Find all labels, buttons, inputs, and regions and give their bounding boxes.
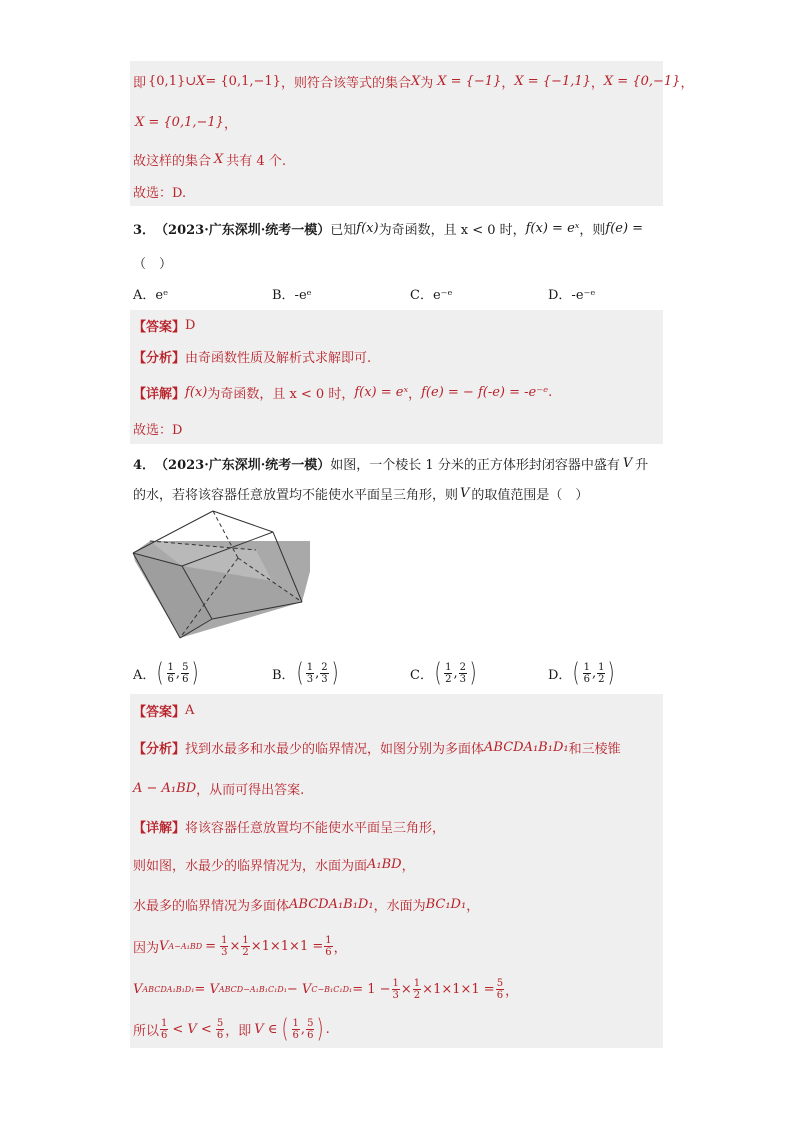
q4-answer [130,694,663,726]
fraction: $\frac{5}{6}$ [307,1017,314,1041]
option-b: B． ( $\frac{1}{3}$ , $\frac{2}{3}$ ) [272,658,339,688]
math: X [410,73,421,89]
option-label: B． [272,667,295,683]
text: ，则符合该等式的集合 [280,75,411,91]
option-c: C． ( $\frac{1}{2}$ , $\frac{2}{3}$ ) [410,658,477,688]
text: 因为 [133,940,160,956]
fraction: $\frac{5}{6}$ [182,661,189,685]
q4-analysis-line2 [130,768,663,808]
fraction: $\frac{1}{3}$ [392,977,399,1001]
q4-detail-line5: V ABCDA₁B₁D₁ = V ABCD−A₁B₁C₁D₁ − V C−B₁C₁D₁ = 1 − $\frac{1}{3}$ × $\frac{1}{2}$ ×1×1×1 = $\frac{5}{6}$ ， [130,968,663,1010]
answer-tag: 【答案】 [133,704,186,720]
cube-edge [213,511,273,532]
text: ，水面为 [373,898,426,914]
text: 所以 [133,1023,160,1039]
math: = V [194,981,219,997]
math: V [460,485,470,501]
fraction: $\frac{1}{2}$ [413,977,421,1001]
text: 找到水最多和水最少的临界情况，如图分别为多面体 [185,741,485,757]
fraction: $\frac{1}{6}$ [161,1017,168,1041]
math: < V < [172,1021,212,1037]
math: f(x) [356,220,379,236]
text: ，则 [579,222,606,238]
text: . [325,1021,330,1037]
math: V [159,938,169,954]
option-d: D．-e⁻ᵉ [548,288,596,303]
question-source: （2023·广东深圳·统考一模） [155,222,331,238]
fraction: $\frac{1}{2}$ [445,661,452,685]
fraction: $\frac{1}{2}$ [598,661,605,685]
q4-detail-line6: 所以 $\frac{1}{6}$ < V < $\frac{5}{6}$ ，即 V ∈ ( $\frac{1}{6}$ , $\frac{5}{6}$ ) . [130,1010,663,1048]
fraction: $\frac{1}{3}$ [306,661,314,685]
text: ， [401,858,415,874]
text: ， [466,898,480,914]
q3-stem [130,212,663,244]
q4-detail-line1 [130,808,663,844]
q2-line2: X = {0,1,−1} ， [130,101,663,143]
q3-choose [130,412,663,444]
option-label: A． [133,667,156,683]
option-a: A．eᵉ [133,288,169,303]
q4-detail-line2 [130,844,663,884]
math: V [133,981,143,997]
math: f(x) [185,384,208,400]
text: 为奇函数，且 x < 0 时， [378,222,526,238]
text: 升 [635,457,649,473]
text: 和三棱锥 [568,741,621,757]
math: X = {0,−1} [603,73,681,89]
text: 故选：D [133,422,183,438]
math-subscript: ABCD−A₁B₁C₁D₁ [218,984,287,994]
analysis-tag: 【分析】 [133,741,186,757]
math: = {0,1,−1} [205,73,281,89]
text: 的取值范围是（ ） [471,487,589,503]
q4-stem-line2 [130,478,663,508]
math: f(x) = eˣ [525,220,580,236]
text: 即 [133,75,147,91]
fraction: $\frac{1}{3}$ [221,934,228,958]
text: 已知 [330,222,357,238]
q2-line3 [130,143,663,176]
math-subscript: ABCDA₁B₁D₁ [142,984,195,994]
text: 故选：D. [133,185,187,201]
math: X = {−1,1} [514,73,591,89]
q2-line1: 即 {0,1}∪ X = {0,1,−1} ，则符合该等式的集合 X 为 X = {−1} ， X = {−1,1} ， X = {0,−1} ， [130,61,663,101]
math-subscript: A−A₁BD [168,941,203,951]
analysis-tag: 【分析】 [133,350,186,366]
q3-blank [130,247,663,277]
text: 为奇函数，且 x < 0 时， [207,386,355,402]
math: f(e) = [605,220,644,236]
detail-tag: 【详解】 [133,386,186,402]
math: BC₁D₁ [425,896,467,912]
option-c: C．e⁻ᵉ [410,288,453,303]
fraction: $\frac{2}{3}$ [321,661,328,685]
text: 的水，若将该容器任意放置均不能使水平面呈三角形，则 [133,487,459,503]
q4-detail-line3 [130,884,663,924]
math: ABCDA₁B₁D₁ [484,739,569,755]
answer-blank: （ ） [133,256,173,272]
question-source: （2023·广东深圳·统考一模） [155,457,331,473]
math: f(x) = eˣ [354,384,409,400]
fraction: $\frac{1}{6}$ [167,661,174,685]
text: 将该容器任意放置均不能使水平面呈三角形， [185,820,446,836]
answer-value: A [185,702,195,718]
math: X = {−1} [437,73,502,89]
answer-value: D [185,317,196,333]
text: 为 [420,75,434,91]
text: 故这样的集合 [133,154,212,169]
fraction: $\frac{2}{3}$ [459,661,466,685]
analysis-text: 由奇函数性质及解析式求解即可. [185,350,372,366]
q4-stem-line1 [130,448,663,478]
fraction: $\frac{1}{6}$ [292,1017,299,1041]
math: X [214,152,224,167]
text: ， [408,386,422,402]
fraction: $\frac{5}{6}$ [496,977,504,1001]
fraction: $\frac{1}{6}$ [325,934,332,958]
math: X [196,73,206,89]
math: V ∈ [254,1021,278,1037]
question-number: 3． [133,222,156,238]
fraction: $\frac{1}{6}$ [583,661,590,685]
cube-water-figure [130,505,310,645]
answer-tag: 【答案】 [133,319,186,335]
math: X = {0,1,−1} [135,114,224,130]
q3-analysis [130,340,663,372]
text: 如图，一个棱长 1 分米的正方体形封闭容器中盛有 [330,457,620,473]
option-d: D． ( $\frac{1}{6}$ , $\frac{1}{2}$ ) [548,658,616,688]
math: {0,1}∪ [148,73,197,89]
math: f(e) = − f(-e) = -e⁻ᵉ [421,384,549,400]
question-number: 4． [133,457,156,473]
option-a: A． ( $\frac{1}{6}$ , $\frac{5}{6}$ ) [133,658,200,688]
option-b: B．-eᵉ [272,288,312,303]
math: ×1×1×1 = [250,938,324,954]
math: ABCDA₁B₁D₁ [289,896,374,912]
text: ，从而可得出答案. [196,782,305,798]
q3-answer [130,310,663,340]
math: V [622,455,633,471]
q3-detail [130,372,663,412]
text: 则如图，水最少的临界情况为，水面为面 [133,858,368,874]
text: 共有 4 个. [226,154,286,169]
q4-detail-line4: 因为 V A−A₁BD = $\frac{1}{3}$ × $\frac{1}{2}$ ×1×1×1 = $\frac{1}{6}$ ， [130,924,663,968]
text: . [548,384,553,400]
option-label: D． [548,667,572,683]
q2-line4 [130,176,663,206]
text: ，即 [225,1023,252,1039]
fraction: $\frac{5}{6}$ [216,1017,224,1041]
text: 水最多的临界情况为多面体 [133,898,290,914]
detail-tag: 【详解】 [133,820,186,836]
math: A₁BD [367,856,402,872]
math-subscript: C−B₁C₁D₁ [311,984,353,994]
math: ×1×1×1 = [422,981,495,997]
q4-analysis-line1 [130,726,663,768]
math: = 1 − [352,981,391,997]
math: A − A₁BD [133,780,197,796]
option-label: C． [410,667,433,683]
math: − V [286,981,312,997]
fraction: $\frac{1}{2}$ [242,934,249,958]
